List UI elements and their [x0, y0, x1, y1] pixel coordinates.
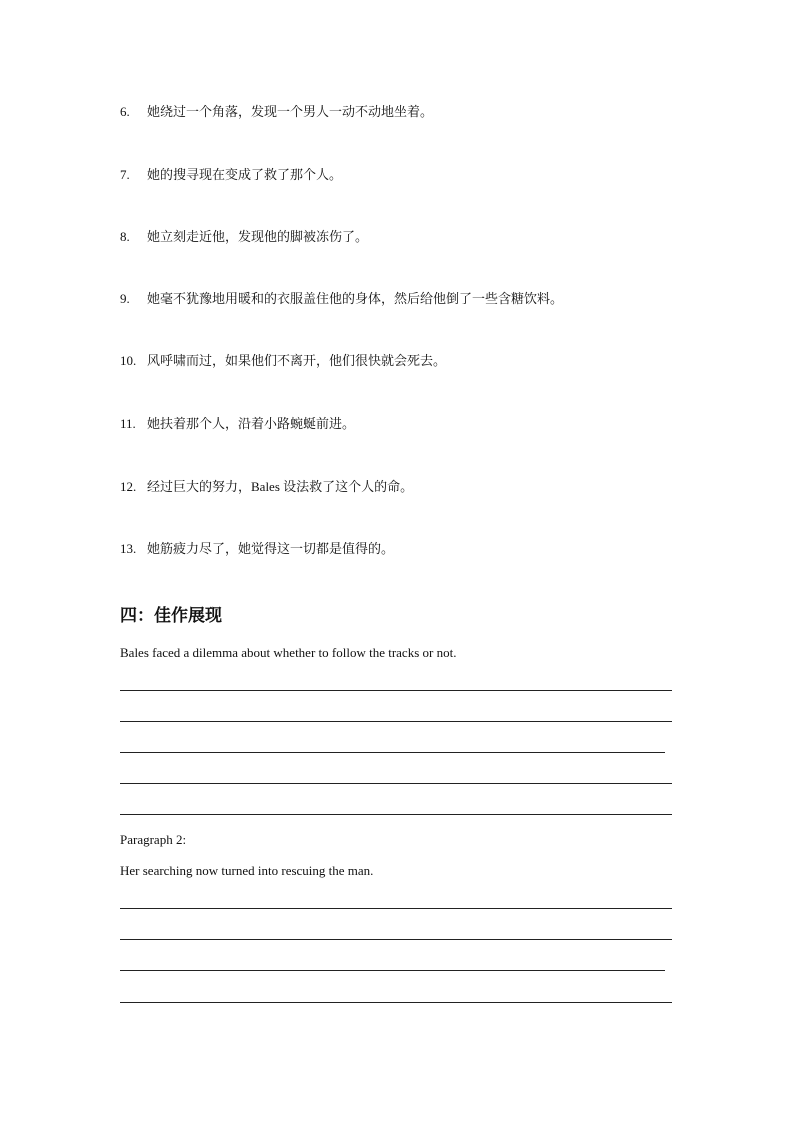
- item-number: 13.: [120, 541, 137, 556]
- writing-line: [120, 721, 672, 722]
- item-text: 她绕过一个角落，发现一个男人一动不动地坐着。: [147, 104, 434, 119]
- writing-line: [120, 783, 672, 784]
- numbered-item: [120, 228, 368, 246]
- writing-line: [120, 1002, 672, 1003]
- item-number: 8.: [120, 229, 130, 244]
- paragraph1-opening-sentence: Bales faced a dilemma about whether to follow the tracks or not.: [120, 645, 457, 660]
- paragraph2-opening-sentence: Her searching now turned into rescuing the man.: [120, 863, 374, 878]
- numbered-item: [120, 415, 355, 433]
- numbered-item: [120, 540, 394, 558]
- item-number: 6.: [120, 104, 130, 119]
- numbered-item: [120, 103, 433, 121]
- writing-line: [120, 939, 672, 940]
- writing-line: [120, 970, 665, 971]
- item-number: 11.: [120, 416, 136, 431]
- item-text: 风呼啸而过，如果他们不离开，他们很快就会死去。: [147, 353, 447, 368]
- numbered-item: [120, 166, 342, 184]
- item-number: 12.: [120, 479, 137, 494]
- numbered-item: [120, 478, 413, 496]
- item-text: 她立刻走近他，发现他的脚被冻伤了。: [147, 229, 369, 244]
- numbered-item: [120, 290, 563, 308]
- item-number: 9.: [120, 291, 130, 306]
- writing-line: [120, 690, 672, 691]
- writing-line: [120, 752, 665, 753]
- writing-line: [120, 908, 672, 909]
- writing-line: [120, 814, 672, 815]
- item-text: 她毫不犹豫地用暖和的衣服盖住他的身体，然后给他倒了一些含糖饮料。: [147, 291, 564, 306]
- numbered-item: [120, 352, 446, 370]
- item-text: 经过巨大的努力，Bales 设法救了这个人的命。: [147, 479, 414, 494]
- item-number: 10.: [120, 353, 137, 368]
- item-text: 她筋疲力尽了，她觉得这一切都是值得的。: [147, 541, 395, 556]
- item-text: 她的搜寻现在变成了救了那个人。: [147, 167, 343, 182]
- item-text: 她扶着那个人，沿着小路蜿蜒前进。: [147, 416, 356, 431]
- section-heading: 四：佳作展现: [120, 606, 222, 626]
- paragraph2-label: Paragraph 2:: [120, 832, 187, 847]
- item-number: 7.: [120, 167, 130, 182]
